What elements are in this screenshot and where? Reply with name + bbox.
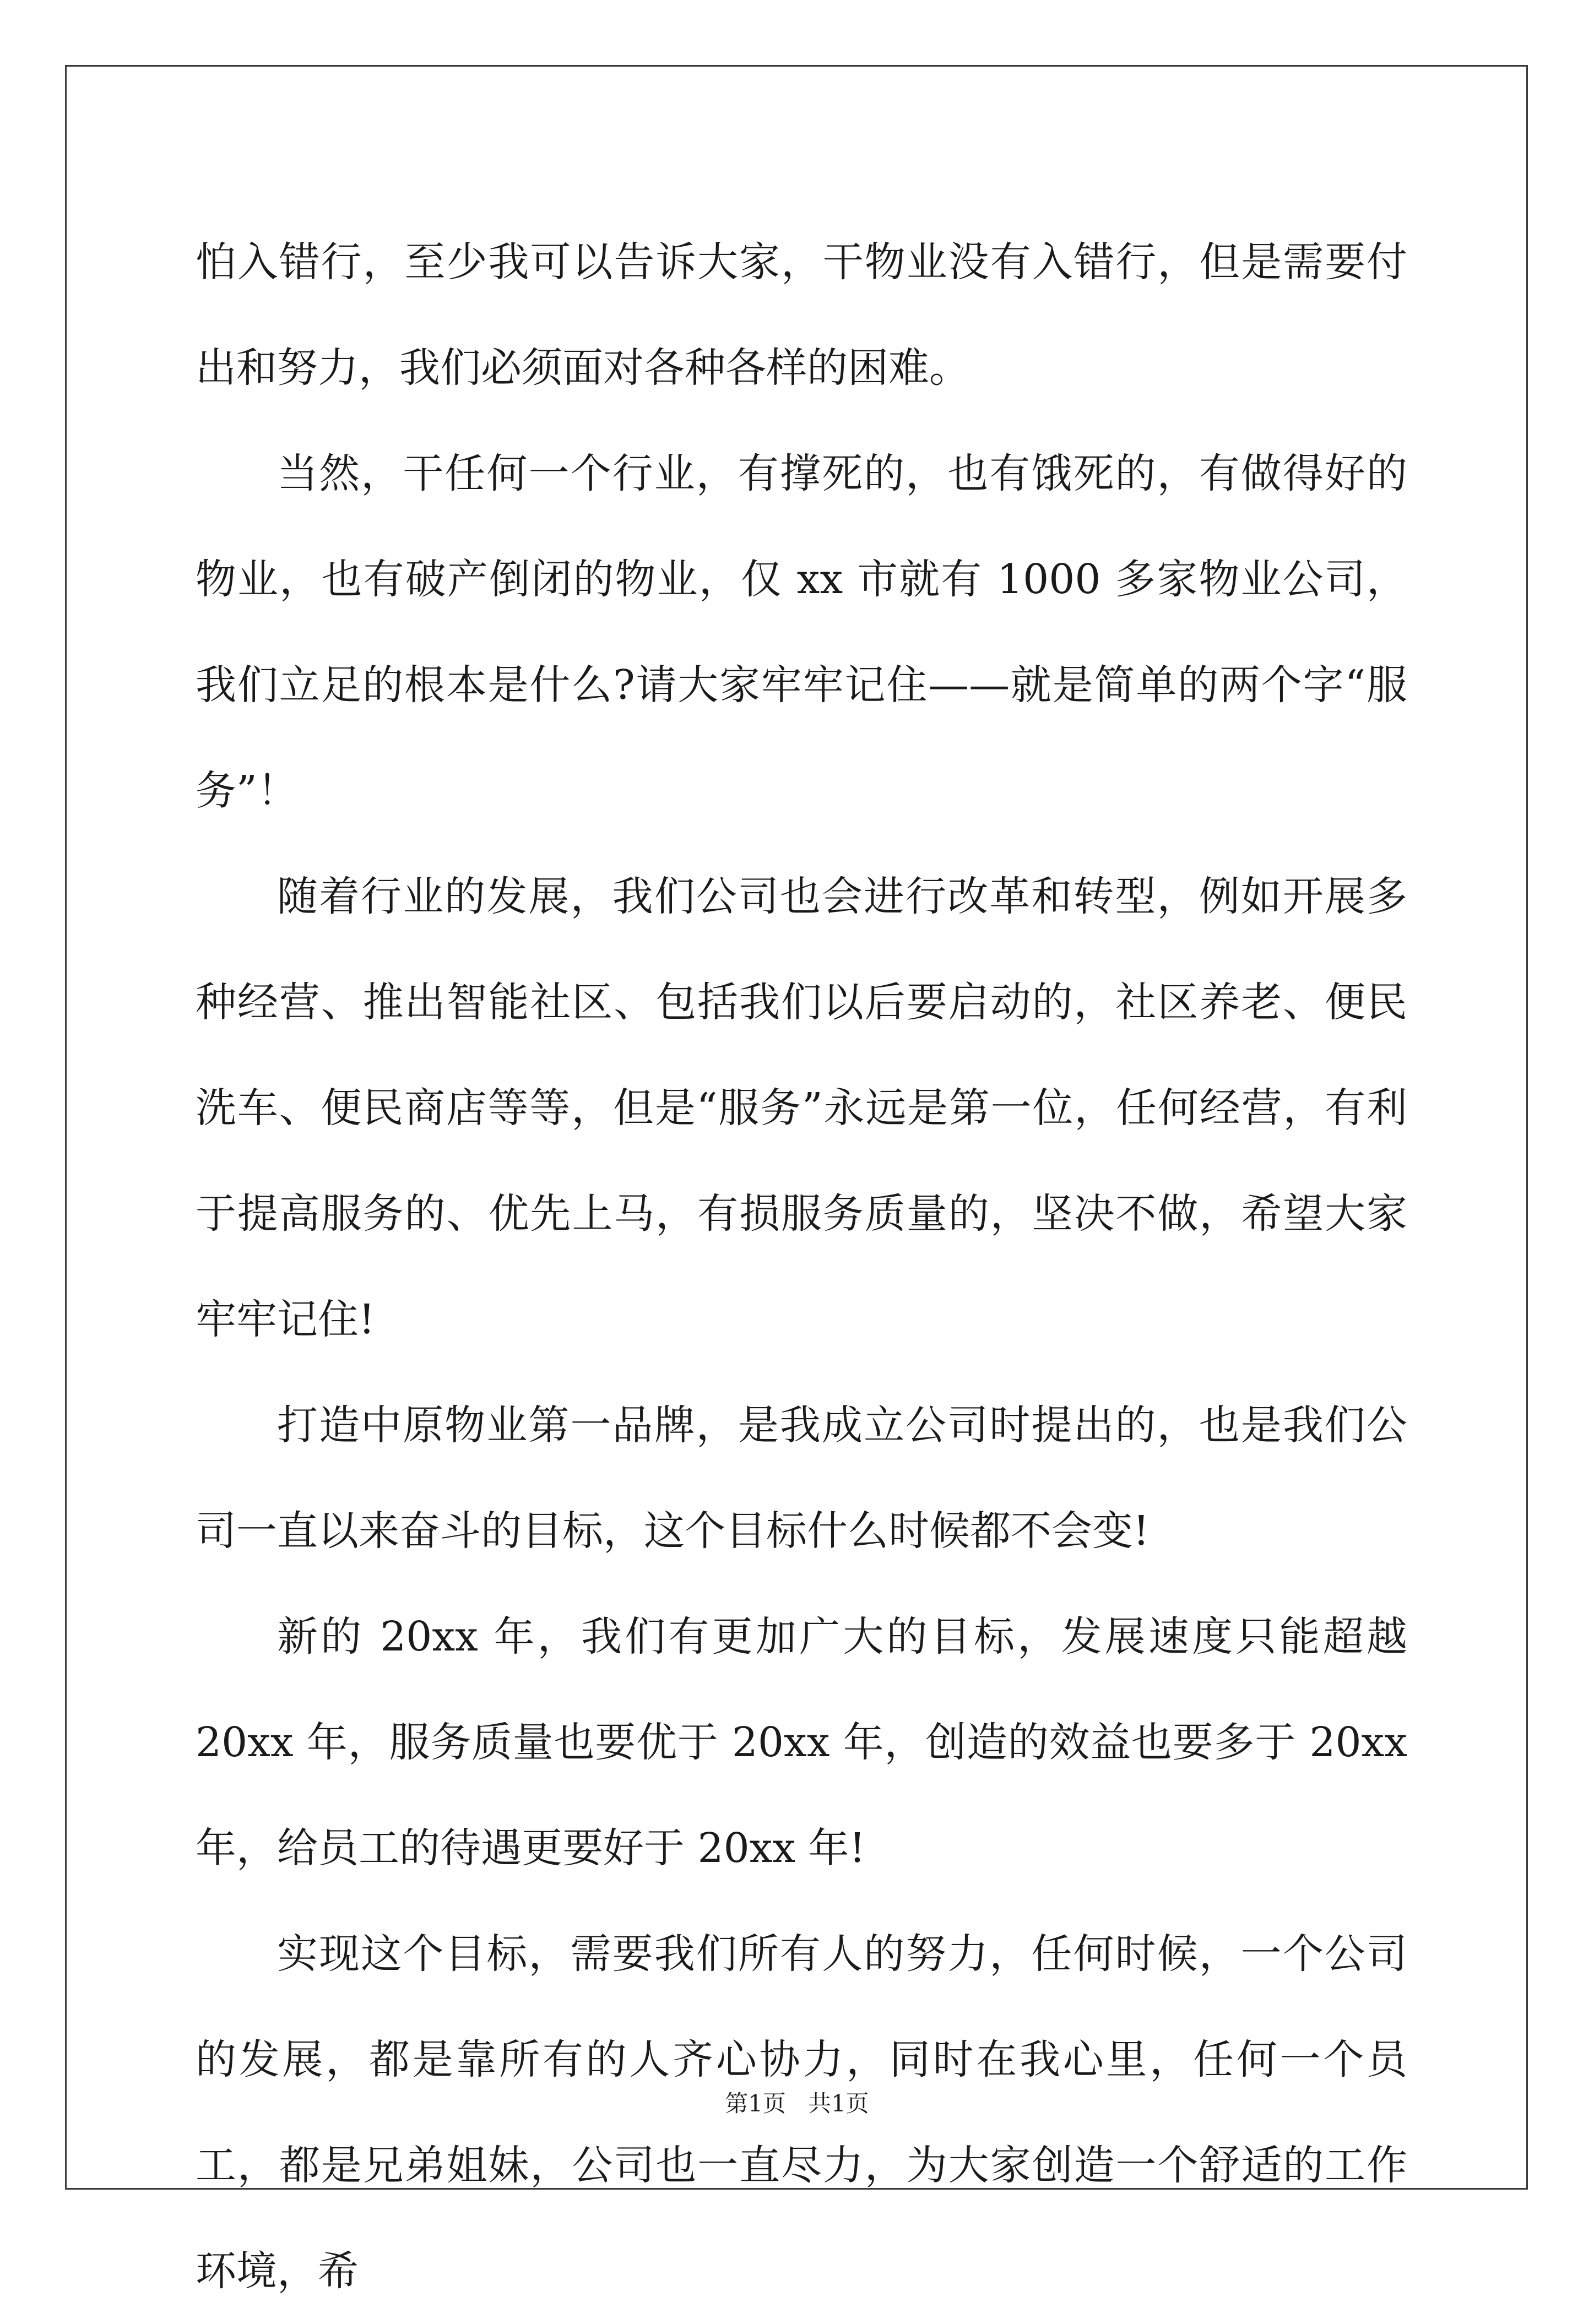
paragraph-5: 新的 20xx 年，我们有更加广大的目标，发展速度只能超越 20xx 年，服务质量也要优于 20xx 年，创造的效益也要多于 20xx 年，给员工的待遇更要好于 20xx 年!	[196, 1613, 1407, 1872]
page-total: 共1页	[808, 2090, 869, 2117]
paragraph-4: 打造中原物业第一品牌，是我成立公司时提出的，也是我们公司一直以来奋斗的目标，这个目标什么时候都不会变!	[196, 1402, 1407, 1555]
page-number: 第1页	[725, 2090, 786, 2117]
page-footer	[0, 2087, 1594, 2120]
paragraph-1: 怕入错行，至少我可以告诉大家，干物业没有入错行，但是需要付出和努力，我们必须面对各种各样的困难。	[196, 238, 1407, 392]
paragraph-6: 实现这个目标，需要我们所有人的努力，任何时候，一个公司的发展，都是靠所有的人齐心协力，同时在我心里，任何一个员工，都是兄弟姐妹，公司也一直尽力，为大家创造一个舒适的工作环境，希	[196, 1930, 1407, 2295]
paragraph-2: 当然，干任何一个行业，有撑死的，也有饿死的，有做得好的物业，也有破产倒闭的物业，仅 xx 市就有 1000 多家物业公司，我们立足的根本是什么?请大家牢牢记住——就是简单的两个字“服务”！	[196, 450, 1407, 815]
paragraph-3: 随着行业的发展，我们公司也会进行改革和转型，例如开展多种经营、推出智能社区、包括我们以后要启动的，社区养老、便民洗车、便民商店等等，但是“服务”永远是第一位，任何经营，有利于提高服务的、优先上马，有损服务质量的，坚决不做，希望大家牢牢记住!	[196, 873, 1407, 1343]
document-body	[196, 209, 1407, 2324]
